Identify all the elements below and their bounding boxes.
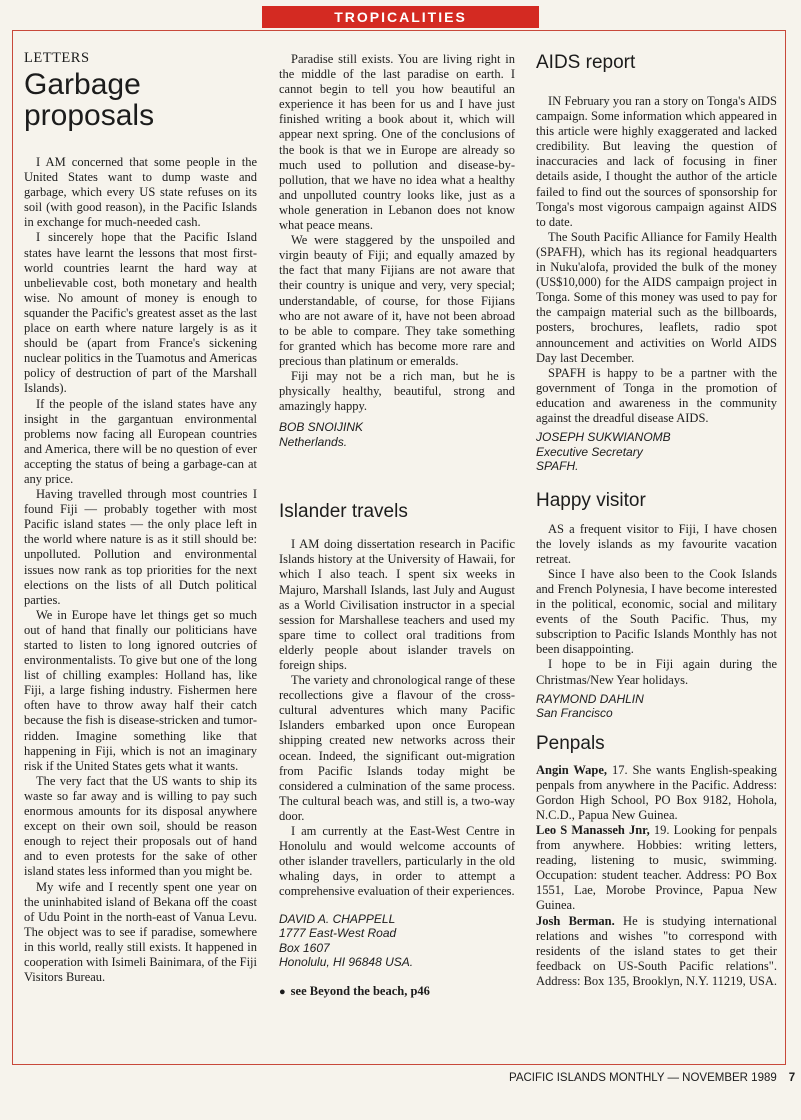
section-banner: TROPICALITIES — [262, 6, 539, 28]
aids-signature — [536, 430, 777, 474]
garbage-signature — [279, 420, 515, 449]
islander-para-1: I AM doing dissertation research in Pacific Islands history at the University of Hawaii, for which I also teach. I spent six weeks in Majuro, Marshall Islands, last July and August as a World Civilisation instructor in a special session for Marshallese teachers and used my spare time to collect oral traditions from elderly people about islander travels on foreign ships. — [279, 537, 515, 672]
penpal-text: 19. Looking for penpals from anywhere. Hobbies: writing letters, reading, listening to music, swimming. Occupation: student teacher. Address: PO Box 1551, Lae, Morobe Province, Papua New Guinea. — [536, 822, 777, 913]
garbage-para-3: If the people of the island states have any insight in the gargantuan environmental problems now facing all European countries and America, there will be no question of ever accepting the status of being a garbage-can at any price. — [24, 396, 257, 486]
visitor-para-2: Since I have also been to the Cook Islands and French Polynesia, I have become interested in the political, economic, social and military events of the South Pacific. Thus, my subscription to Pacific Islands Monthly has not been disappointing. — [536, 566, 777, 657]
penpal-name: Angin Wape, — [536, 762, 608, 777]
visitor-para-3: I hope to be in Fiji again during the Christmas/New Year holidays. — [536, 657, 777, 687]
bullet-icon: ● — [279, 985, 286, 998]
page-number: 7 — [788, 1072, 796, 1084]
aids-para-3: SPAFH is happy to be a partner with the government of Tonga in the promotion of education and awareness in the community against the dreadful disease AIDS. — [536, 365, 777, 425]
signature-name: RAYMOND DAHLIN — [536, 691, 644, 706]
signature-place: San Francisco — [536, 706, 613, 721]
headline-islander: Islander travels — [279, 501, 408, 523]
signature-place: Netherlands. — [279, 434, 348, 449]
penpal-text: He is studying international relations and wishes "to correspond with residents of the island states to get their feedback on US-South Pacific relations". Address: Box 135, Brooklyn, N.Y. 11219, USA. — [536, 913, 777, 988]
penpal-name: Josh Berman. — [536, 913, 615, 928]
headline-penpals: Penpals — [536, 732, 605, 754]
visitor-para-1: AS a frequent visitor to Fiji, I have chosen the lovely islands as my favourite vacation retreat. — [536, 521, 777, 566]
islander-para-2: The variety and chronological range of these recollections give a flavour of the cross-cultural adventures which many Pacific Islanders embarked upon once European shipping created new networks across their ocean. Indeed, the significant out-migration from Pacific Islands today might be considered a culmination of the same process. The cultural beach was, and still is, a two-way door. — [279, 673, 515, 823]
signature-line: SPAFH. — [536, 459, 579, 474]
garbage-para-10: Fiji may not be a rich man, but he is physically healthy, beautiful, strong and amazingly happy. — [279, 368, 515, 414]
section-kicker: LETTERS — [24, 50, 90, 66]
garbage-para-4: Having travelled through most countries I found Fiji — probably together with most Pacific island states — the only place left in the world where nature is as it still should be: unpolluted. Pollution and environmental issues now rank as top priorities for the next elections on the lists of all Dutch political parties. — [24, 487, 257, 607]
garbage-para-6: The very fact that the US wants to ship its waste so far away and is willing to pay such enormous amounts for its disposal anywhere except on their own soil, should be reason enough to reject their proposals out of hand and to even protests for the sake of other island states less informed than you might be. — [24, 773, 257, 879]
headline-aids: AIDS report — [536, 52, 636, 73]
headline-garbage: Garbage proposals — [24, 68, 155, 132]
signature-name: JOSEPH SUKWIANOMB — [536, 430, 671, 445]
garbage-para-5: We in Europe have let things get so much out of hand that finally our politicians have started to listen to long ignored outcries of environmentalists. To give but one of the long list of chilling examples: Holland has, like Fiji, a large fishing industry. Fishermen here often have to throw away half their catch because the fish is disease-stricken and tumor-ridden. Imagine something like that happening in Fiji, which is not an imaginary risk if the United States gets what it wants. — [24, 607, 257, 773]
penpal-name: Leo S Manasseh Jnr, — [536, 822, 650, 837]
signature-line: Box 1607 — [279, 940, 330, 955]
garbage-para-7: My wife and I recently spent one year on the uninhabited island of Bekana off the coast of Udu Point in the north-east of Vanua Levu. The object was to see if paradise, somewhere in this world, really still exists. It happened in cooperation with Isimeli Bainimara, of the Fiji Visitors Bureau. — [24, 879, 257, 985]
page-footer — [509, 1072, 795, 1084]
signature-line: Executive Secretary — [536, 444, 643, 459]
see-also-link[interactable] — [279, 984, 515, 999]
penpal-text: 17. She wants English-speaking penpals from anywhere in the Pacific. Address: Gordon High School, PO Box 9182, Hohola, N.C.D., Papua New Guinea. — [536, 762, 777, 822]
penpal-entry — [536, 823, 777, 914]
signature-name: DAVID A. CHAPPELL — [279, 911, 396, 926]
islander-signature — [279, 912, 515, 970]
islander-para-3: I am currently at the East-West Centre in Honolulu and would welcome accounts of other islander travellers, particularly in the old whaling days, in order to attempt a comprehensive evaluation of their experiences. — [279, 824, 515, 899]
headline-visitor: Happy visitor — [536, 489, 646, 511]
aids-para-2: The South Pacific Alliance for Family Health (SPAFH), which has its regional headquarters in Nuku'alofa, provided the bulk of the money (US$10,000) for the AIDS campaign project in Tonga. Some of this money was used to pay for the campaign material such as the billboards, posters, brochures, leaflets, radio spot announcement and activities on World AIDS Day last December. — [536, 229, 777, 365]
garbage-para-2: I sincerely hope that the Pacific Island states have learnt the lessons that most first-world countries learnt the hard way at unbelievable cost, both monetary and health wise. No amount of money is enough to squander the Pacific's greatest asset as the last place on earth where nature largely is as it should be (apart from France's sickening nuclear politics in the Tuamotus and Americas policy of destruction of part of the Marshall Islands). — [24, 230, 257, 396]
penpal-entry — [536, 914, 777, 989]
see-also-text: see Beyond the beach, p46 — [290, 983, 430, 998]
letter-garbage — [24, 42, 257, 985]
signature-line: 1777 East-West Road — [279, 926, 397, 940]
aids-para-1: IN February you ran a story on Tonga's AIDS campaign. Some information which appeared in this article were highly exaggerated and lacked credibility. But leaving the question of inaccuracies and lack of focusing in finer details aside, I thought the author of the article failed to find out the sources of sponsorship for Tonga's most vigorous campaign against AIDS to date. — [536, 94, 777, 229]
penpal-entry — [536, 763, 777, 823]
garbage-para-9: We were staggered by the unspoiled and virgin beauty of Fiji; and equally amazed by the fact that many Fijians are not aware that their country is unique and very, very special; understandable, of course, for those Fijians who are not aware of it, have not been abroad to be able to compare. They take something for granted which has become more rare and precious than platinum or emeralds. — [279, 233, 515, 368]
column-middle — [279, 52, 515, 999]
visitor-signature — [536, 692, 777, 721]
publication-line: PACIFIC ISLANDS MONTHLY — NOVEMBER 1989 — [509, 1072, 777, 1084]
column-right — [536, 42, 777, 989]
garbage-para-1: I AM concerned that some people in the United States want to dump waste and garbage, which every US state refuses on its soil (with good reason), in the Pacific Islands in exchange for much-needed cash. — [24, 155, 257, 230]
signature-name: BOB SNOIJINK — [279, 420, 364, 435]
signature-line: Honolulu, HI 96848 USA. — [279, 955, 414, 969]
garbage-para-8: Paradise still exists. You are living right in the middle of the last paradise on earth. I cannot begin to tell you how beautiful an experience it has been for us and I have just finished writing a book about it, which will appear next spring. One of the conclusions of the book is that we in Europe are already so much used to pollution and disease-by-pollution, that we have no idea what a healthy and unpolluted country looks like, just as a whole generation in Lebanon does not know what peace means. — [279, 52, 515, 233]
